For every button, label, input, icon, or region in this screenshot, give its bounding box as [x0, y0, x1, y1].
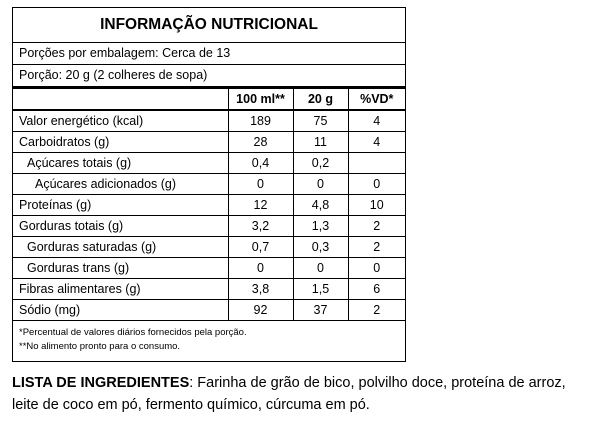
footnote: *Percentual de valores diários fornecidos pela porção.: [19, 326, 247, 338]
value-daily-percent: 10: [348, 194, 405, 215]
header-per-100ml: 100 ml**: [228, 89, 293, 110]
value-per-portion: 0,3: [293, 236, 348, 257]
value-daily-percent: 2: [348, 299, 405, 320]
header-daily-value: %VD*: [348, 89, 405, 110]
nutrient-name: Gorduras totais (g): [13, 215, 228, 236]
value-daily-percent: 0: [348, 257, 405, 278]
value-per-portion: 0,2: [293, 152, 348, 173]
table-row: [13, 257, 405, 278]
value-daily-percent: 4: [348, 110, 405, 131]
value-per-100ml: 0: [228, 257, 293, 278]
servings-per-package: Porções por embalagem: Cerca de 13: [13, 43, 405, 65]
table-row: [13, 110, 405, 131]
value-per-100ml: 0: [228, 173, 293, 194]
nutrition-facts-label: [12, 7, 406, 362]
value-per-portion: 4,8: [293, 194, 348, 215]
footnote: **No alimento pronto para o consumo.: [19, 340, 181, 352]
value-per-100ml: 12: [228, 194, 293, 215]
value-per-portion: 37: [293, 299, 348, 320]
value-per-portion: 0: [293, 257, 348, 278]
label-title: INFORMAÇÃO NUTRICIONAL: [13, 8, 405, 43]
nutrient-name: Açúcares adicionados (g): [13, 173, 228, 194]
value-daily-percent: 4: [348, 131, 405, 152]
value-per-portion: 75: [293, 110, 348, 131]
value-per-portion: 0: [293, 173, 348, 194]
table-row: [13, 215, 405, 236]
value-per-portion: 1,5: [293, 278, 348, 299]
serving-size: Porção: 20 g (2 colheres de sopa): [13, 65, 405, 89]
value-daily-percent: 0: [348, 173, 405, 194]
nutrition-table: [13, 89, 405, 321]
nutrient-name: Gorduras trans (g): [13, 257, 228, 278]
value-per-100ml: 189: [228, 110, 293, 131]
table-row: [13, 173, 405, 194]
ingredients-text: : Farinha de grão de bico, polvilho doce, proteína de arroz, leite de coco em pó, fermento químico, cúrcuma em pó.: [12, 375, 566, 413]
value-per-100ml: 92: [228, 299, 293, 320]
table-row: [13, 152, 405, 173]
value-per-100ml: 28: [228, 131, 293, 152]
table-row: [13, 131, 405, 152]
nutrient-name: Açúcares totais (g): [13, 152, 228, 173]
ingredients-list: [12, 372, 592, 416]
table-row: [13, 236, 405, 257]
nutrient-name: Sódio (mg): [13, 299, 228, 320]
value-per-100ml: 0,7: [228, 236, 293, 257]
value-per-100ml: 3,2: [228, 215, 293, 236]
footnotes: [13, 321, 405, 354]
value-per-100ml: 3,8: [228, 278, 293, 299]
header-per-portion: 20 g: [293, 89, 348, 110]
value-per-100ml: 0,4: [228, 152, 293, 173]
value-per-portion: 11: [293, 131, 348, 152]
value-daily-percent: 6: [348, 278, 405, 299]
header-nutrient: [13, 89, 228, 110]
value-daily-percent: 2: [348, 236, 405, 257]
value-per-portion: 1,3: [293, 215, 348, 236]
nutrient-name: Gorduras saturadas (g): [13, 236, 228, 257]
nutrient-name: Valor energético (kcal): [13, 110, 228, 131]
nutrient-name: Fibras alimentares (g): [13, 278, 228, 299]
table-row: [13, 278, 405, 299]
table-row: [13, 194, 405, 215]
table-header-row: [13, 89, 405, 110]
table-row: [13, 299, 405, 320]
nutrient-name: Carboidratos (g): [13, 131, 228, 152]
value-daily-percent: [348, 152, 405, 173]
ingredients-heading: LISTA DE INGREDIENTES: [12, 375, 190, 391]
value-daily-percent: 2: [348, 215, 405, 236]
nutrient-name: Proteínas (g): [13, 194, 228, 215]
